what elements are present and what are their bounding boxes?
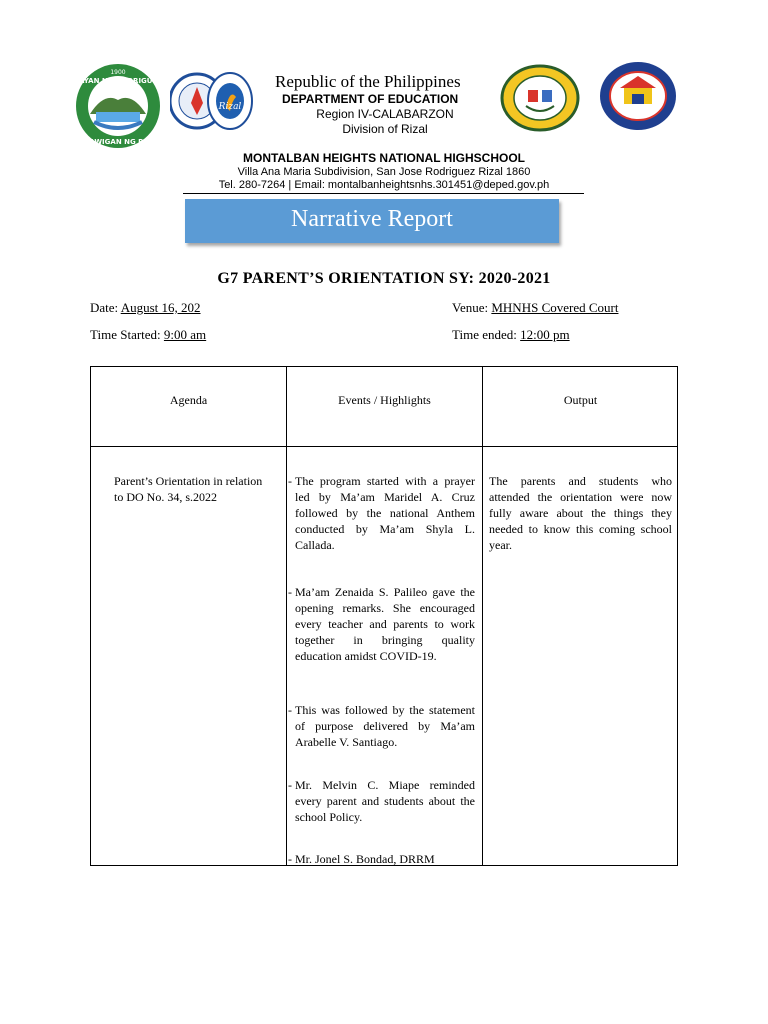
event-bullet: - — [288, 778, 292, 792]
school-name: MONTALBAN HEIGHTS NATIONAL HIGHSCHOOL — [243, 151, 525, 165]
seal2-text: Rizal — [218, 102, 242, 112]
output-cell: The parents and students who attended the orientation were now fully aware about the things they needed to know this coming school year. — [489, 474, 672, 552]
event-item — [288, 473, 475, 553]
event-item — [288, 702, 475, 750]
deped-rizal-seal-logo — [170, 67, 254, 135]
event-bullet: - — [288, 703, 292, 717]
agenda-cell: Parent’s Orientation in relation to DO No. 34, s.2022 — [114, 474, 263, 504]
district-seal-logo — [500, 64, 580, 132]
venue-row — [452, 300, 618, 316]
school-address: Villa Ana Maria Subdivision, San Jose Rodriguez Rizal 1860 — [237, 166, 531, 178]
end-value: 12:00 pm — [520, 327, 570, 342]
event-bullet: - — [288, 585, 292, 599]
report-banner: Narrative Report — [185, 199, 559, 243]
mhnhs-seal-logo — [598, 60, 678, 132]
school-contact: Tel. 280-7264 | Email: montalbanheightsnhs.301451@deped.gov.ph — [218, 179, 550, 191]
event-text: This was followed by the statement of purpose delivered by Ma’am Arabelle V. Santiago. — [295, 703, 475, 749]
report-title: G7 PARENT’S ORIENTATION SY: 2020-2021 — [217, 270, 551, 287]
start-value: 9:00 am — [163, 327, 207, 342]
column-divider — [482, 367, 483, 865]
division-text: Division of Rizal — [342, 122, 428, 136]
date-value: August 16, 202 — [120, 300, 201, 315]
end-label: Time ended: — [452, 327, 517, 342]
report-table — [90, 366, 678, 866]
date-label: Date: — [90, 300, 119, 315]
region-text: Region IV-CALABARZON — [316, 107, 454, 121]
event-text: Mr. Jonel S. Bondad, DRRM — [295, 852, 435, 866]
rodriguez-seal-logo — [74, 62, 162, 150]
event-text: The program started with a prayer led by Ma’am Maridel A. Cruz followed by the national Anthem conducted by Ma’am Shyla L. Callada. — [295, 474, 475, 552]
column-divider — [286, 367, 287, 865]
seal1-top-text: BAYAN NG RODRIGUEZ — [74, 77, 162, 85]
header-row-divider — [91, 446, 677, 447]
republic-heading: Republic of the Philippines — [275, 72, 461, 91]
event-item — [288, 777, 475, 825]
event-text: Mr. Melvin C. Miape reminded every parent and students about the school Policy. — [295, 778, 475, 824]
venue-label: Venue: — [452, 300, 489, 315]
seal1-bottom-text: LALAWIGAN NG RIZAL — [74, 138, 162, 146]
department-heading: DEPARTMENT OF EDUCATION — [282, 92, 459, 106]
event-item — [288, 851, 475, 867]
header-agenda: Agenda — [169, 393, 208, 407]
event-bullet: - — [288, 474, 292, 488]
header-divider — [183, 193, 584, 194]
header-output: Output — [563, 393, 598, 407]
start-row — [90, 327, 206, 343]
start-label: Time Started: — [90, 327, 161, 342]
seal1-year: 1900 — [110, 69, 126, 76]
end-row — [452, 327, 570, 343]
event-text: Ma’am Zenaida S. Palileo gave the opening remarks. She encouraged every teacher and parents to work together in bringing quality education amidst COVID-19. — [295, 585, 475, 663]
venue-value: MHNHS Covered Court — [491, 300, 619, 315]
event-bullet: - — [288, 852, 292, 866]
date-row — [90, 300, 201, 316]
header-events: Events / Highlights — [338, 393, 431, 407]
event-item — [288, 584, 475, 664]
